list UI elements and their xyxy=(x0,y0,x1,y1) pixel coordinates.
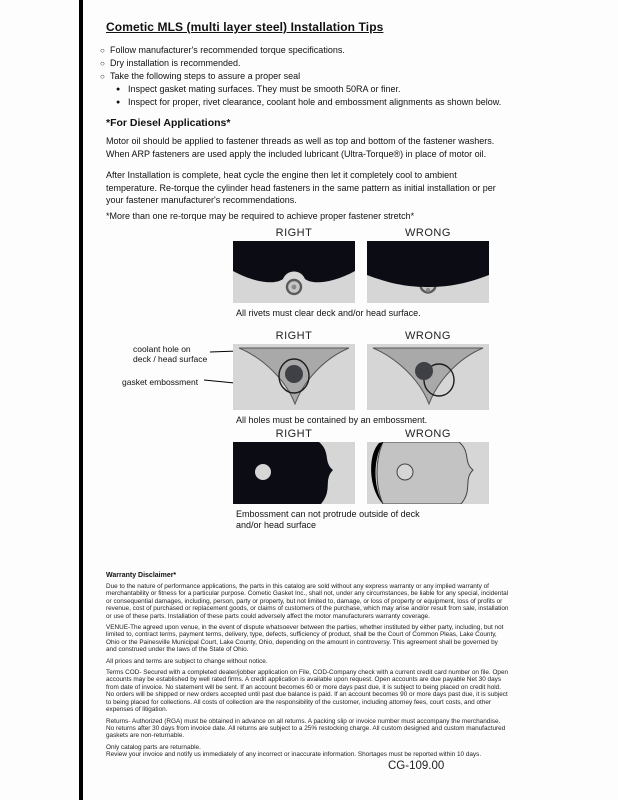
embossment-right-diagram xyxy=(233,344,355,410)
diesel-paragraph-1: Motor oil should be applied to fastener threads as well as top and bottom of the fastener washers. When ARP fasteners are used apply the included lubricant (Ultra-Torque®) in place of motor oil. xyxy=(106,136,495,159)
embossment-wrong-diagram xyxy=(367,344,489,410)
warranty-paragraph: Due to the nature of performance applications, the parts in this catalog are sold without any express warranty or any implied warranty of merchantability or fitness for a particular purpose. Cometic Gasket Inc., shall not, under any circumstances, be liable for any special, incidental or consequential damages, including, person, party or property, but not limited to, damage, or loss of property or equipment, loss of profits or revenue, cost of purchased or replacement goods, or claims of customers of the purchase, which may arise and/or result from sale, installation or use of these parts. Installation of these parts could adversely affect the motor manufacturers warranty coverage. xyxy=(106,583,509,620)
bullet-item: ○ Follow manufacturer's recommended torque specifications. xyxy=(100,44,514,57)
warranty-disclaimer-section xyxy=(106,572,510,763)
tips-bullet-list xyxy=(100,44,514,109)
bullet-item: ○ Dry installation is recommended. xyxy=(100,57,514,70)
warranty-paragraph: VENUE-The agreed upon venue, in the event of dispute whatsoever between the parties, whether instituted by either party, including, but not limited to, contract terms, payment terms, delivery, type, defects, sufficiency of product, shall be the Court of Common Pleas, Lake County, Ohio or the Painesville Municipal Court, Lake County, Ohio, depending on the amount in controversy. This agreement shall be governed by and construed under the laws of the State of Ohio. xyxy=(106,624,504,654)
wrong-label: WRONG xyxy=(405,330,451,342)
bullet-sub-item: ● Inspect gasket mating surfaces. They must be smooth 50RA or finer. xyxy=(100,83,514,96)
rivets-caption: All rivets must clear deck and/or head surface. xyxy=(236,308,421,318)
warranty-paragraph: Review your invoice and notify us immediately of any incorrect or inaccurate information. Shortages must be reported within 10 days. xyxy=(106,751,482,759)
diagram-row-rivets xyxy=(233,227,491,319)
wrong-label: WRONG xyxy=(405,428,451,440)
retorque-note: *More than one re-torque may be required to achieve proper fastener stretch* xyxy=(106,211,415,221)
warranty-heading: Warranty Disclaimer* xyxy=(106,572,177,579)
protrusion-right-diagram xyxy=(233,442,355,504)
diagram-row-protrusion xyxy=(233,428,491,531)
right-label: RIGHT xyxy=(275,428,313,440)
right-label: RIGHT xyxy=(275,227,313,239)
warranty-paragraph: Returns- Authorized (RGA) must be obtained in advance on all returns. A packing slip or invoice number must accompany the merchandise. No returns after 30 days from invoice date. All returns are subject to a 25% restocking charge. All custom designed and custom manufactured gaskets are non-returnable. xyxy=(106,717,506,740)
gasket-embossment-label: gasket embossment xyxy=(122,377,199,387)
embossment-caption: All holes must be contained by an embossment. xyxy=(236,415,428,425)
page-code: CG-109.00 xyxy=(388,760,445,772)
diesel-paragraph-2: After Installation is complete, heat cycle the engine then let it completely cool to ambient temperature. Re-torque the cylinder head fasteners in the same pattern as initial installation or per your fastener manufacturer's recommendations. xyxy=(106,170,496,205)
warranty-paragraph: Terms COD- Secured with a completed dealer/jobber application on File, COD-Company check with a current credit card number on file. Open accounts may be established by well rated firms. A credit application is available upon request. Open accounts are due payable Net 30 days from date of invoice. No statement will be sent. If an account becomes 60 or more days past due, it is subject to being placed on credit hold. No orders will be shipped or new orders accepted until past due balance is paid. If an account becomes 90 or more days past due, it is subject to being placed for collections. All costs of collection are the responsibility of the customer, including attorney fees, court costs, and other expenses of litigation. xyxy=(106,669,509,714)
protrusion-wrong-diagram xyxy=(367,442,489,504)
coolant-hole-label: coolant hole on deck / head surface xyxy=(133,344,208,364)
wrong-label: WRONG xyxy=(405,227,451,239)
page-title: Cometic MLS (multi layer steel) Installation Tips xyxy=(106,20,384,34)
right-label: RIGHT xyxy=(275,330,313,342)
diesel-applications-heading: *For Diesel Applications* xyxy=(106,117,231,129)
bullet-sub-item: ● Inspect for proper, rivet clearance, coolant hole and embossment alignments as shown below. xyxy=(100,96,514,109)
rivet-wrong-diagram xyxy=(367,241,489,303)
rivet-right-diagram xyxy=(233,241,355,303)
warranty-paragraph: Only catalog parts are returnable. xyxy=(106,743,201,751)
warranty-paragraph: All prices and terms are subject to change without notice. xyxy=(106,657,268,665)
bullet-item: ○ Take the following steps to assure a proper seal xyxy=(100,70,514,83)
diagram-row-embossment xyxy=(233,330,491,426)
page-left-rule xyxy=(79,0,83,800)
protrusion-caption: Embossment can not protrude outside of deck and/or head surface xyxy=(236,509,420,530)
